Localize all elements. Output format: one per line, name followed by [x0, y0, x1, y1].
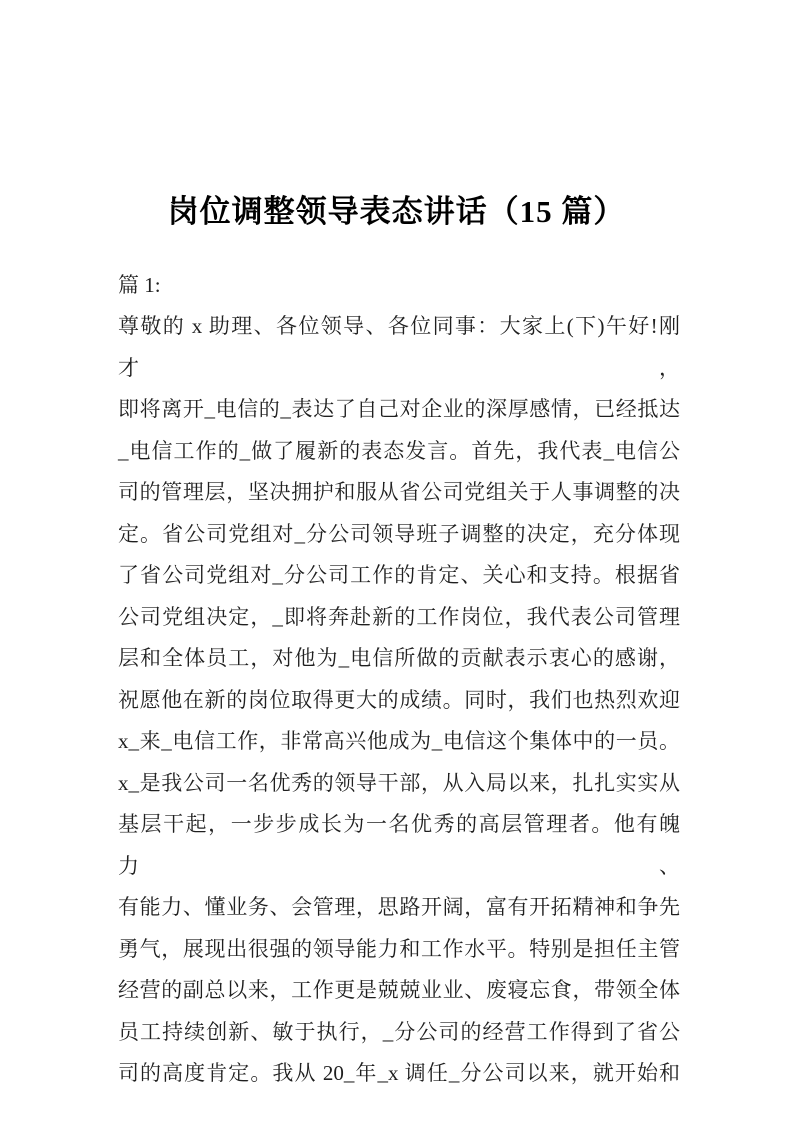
body-line: _电信工作的_做了履新的表态发言。首先，我代表_电信公 — [118, 438, 680, 463]
section-label: 篇 1: — [118, 273, 161, 297]
body-line: 公司党组决定，_即将奔赴新的工作岗位，我代表公司管理 — [118, 604, 680, 629]
body-line: 定。省公司党组对_分公司领导班子调整的决定，充分体现 — [118, 521, 680, 546]
body-line: 经营的副总以来，工作更是兢兢业业、废寝忘食，带领全体 — [118, 978, 680, 1002]
body-line: 基层干起，一步步成长为一名优秀的高层管理者。他有魄力、 — [118, 812, 680, 878]
body-line: 司的高度肯定。我从 20_年_x 调任_分公司以来，就开始和 — [118, 1061, 680, 1085]
body-line: 司的管理层，坚决拥护和服从省公司党组关于人事调整的决 — [118, 480, 680, 504]
body-line: 了省公司党组对_分公司工作的肯定、关心和支持。根据省 — [118, 563, 680, 587]
document-title: 岗位调整领导表态讲话（15 篇） — [167, 194, 626, 229]
body-line: 即将离开_电信的_表达了自己对企业的深厚感情，已经抵达 — [118, 397, 680, 421]
body-line: 祝愿他在新的岗位取得更大的成绩。同时，我们也热烈欢迎 — [118, 687, 680, 712]
body-paragraph — [118, 306, 680, 1095]
body-line: x_来_电信工作，非常高兴他成为_电信这个集体中的一员。 — [118, 729, 680, 753]
body-line: 勇气，展现出很强的领导能力和工作水平。特别是担任主管 — [118, 936, 680, 961]
body-line: x_是我公司一名优秀的领导干部，从入局以来，扎扎实实从 — [118, 770, 680, 795]
body-line: 尊敬的 x 助理、各位领导、各位同事：大家上(下)午好!刚才， — [118, 314, 680, 380]
body-line: 有能力、懂业务、会管理，思路开阔，富有开拓精神和争先 — [118, 895, 680, 919]
body-line: 员工持续创新、敏于执行，_分公司的经营工作得到了省公 — [118, 1019, 680, 1044]
body-line: 层和全体员工，对他为_电信所做的贡献表示衷心的感谢， — [118, 646, 680, 670]
